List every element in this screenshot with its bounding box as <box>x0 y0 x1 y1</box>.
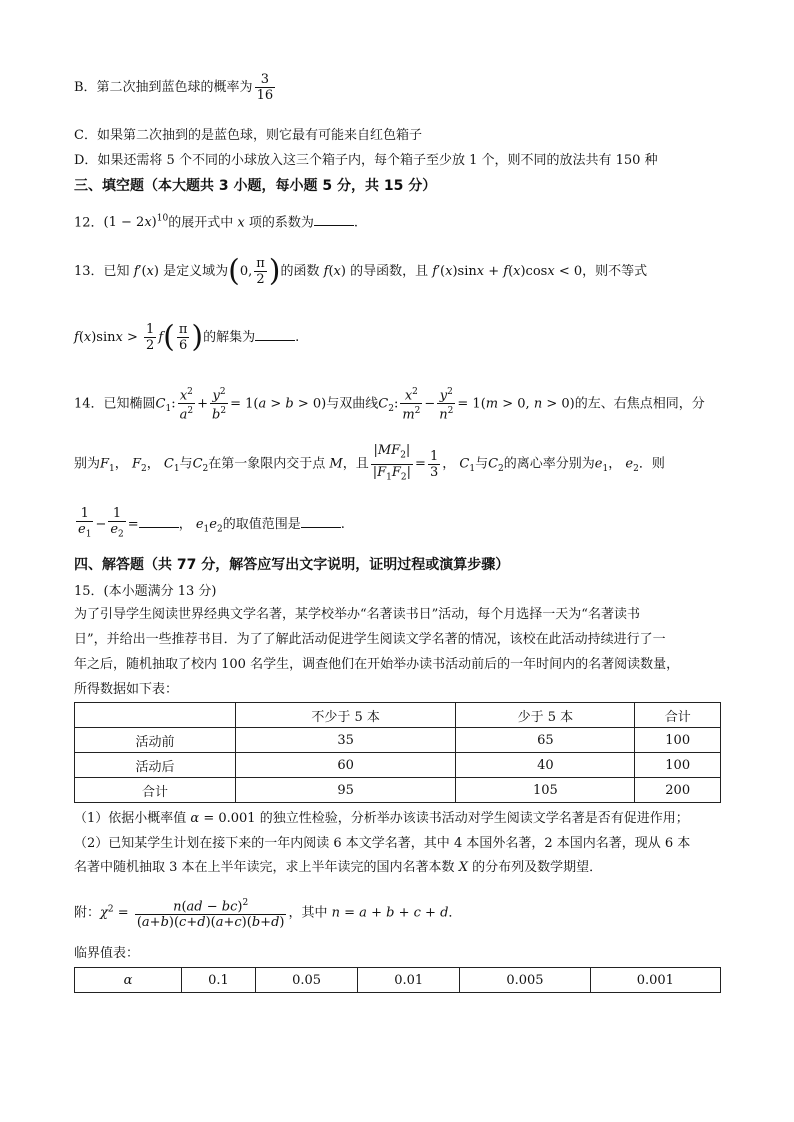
question-15-para3: 年之后，随机抽取了校内 100 名学生，调查他们在开始举办读书活动前后的一年时间内的名著阅读数量， <box>74 657 680 672</box>
answer-blank-14b[interactable] <box>301 515 341 528</box>
question-15-sub1: （1）依据小概率值 α = 0.001 的独立性检验，分析举办该读书活动对学生阅读文学名著是否有促进作用； <box>74 811 689 826</box>
critical-value-label: 临界值表： <box>74 946 140 961</box>
table-header-row: 不少于 5 本 少于 5 本 合计 <box>75 703 721 728</box>
question-15-para2: 日”，并给出一些推荐书目．为了了解此活动促进学生阅读文学名著的情况，该校在此活动持续进行了一 <box>74 632 666 647</box>
question-14-line3: $\frac{1}{e_1}$ − $\frac{1}{e_2}$ = ， $e_1e_2$的取值范围是 . <box>78 506 345 540</box>
question-13-line2: f(x)sinx > $\frac{1}{2}$ f( $\frac{\pi}{6}$ )的解集为 . <box>74 319 300 355</box>
option-d: D．如果还需将 5 个不同的小球放入这三个箱子内，每个箱子至少放 1 个，则不同的放法共有 150 种 <box>74 153 658 168</box>
table-row: 活动后 60 40 100 <box>75 753 721 778</box>
option-c: C．如果第二次抽到的是蓝色球，则它最有可能来自红色箱子 <box>74 128 422 143</box>
question-13-line1: 13．已知 f′(x) 是定义域为(0, $\frac{\pi}{2}$ )的函数 f(x) 的导函数，且 f′(x)sinx + f(x)cosx < 0，则不等式 <box>74 253 648 289</box>
question-15-header: 15．(本小题满分 13 分) <box>74 584 217 599</box>
question-15-sub2-line1: （2）已知某学生计划在接下来的一年内阅读 6 本文学名著，其中 4 本国外名著，2 本国内名著，现从 6 本 <box>74 836 691 851</box>
section4-title: 四、解答题（共 77 分，解答应写出文字说明，证明过程或演算步骤） <box>74 557 510 573</box>
table-row: 合计 95 105 200 <box>75 778 721 803</box>
answer-blank-14a[interactable] <box>139 515 179 528</box>
section3-title: 三、填空题（本大题共 3 小题，每小题 5 分，共 15 分） <box>74 178 437 194</box>
answer-blank-13[interactable] <box>255 328 295 341</box>
table-row: α 0.1 0.05 0.01 0.005 0.001 <box>75 968 721 993</box>
binomial-expression: $(1 - 2x)^{10}$ <box>103 214 169 231</box>
reading-data-table <box>74 702 721 803</box>
question-14-line1: 14．已知椭圆$C_1$: $\frac{x^2}{a^2}$ + $\frac{y^2}{b^2}$ = 1(a > b > 0)与双曲线$C_2$: $\frac{x^2}{m^2}$ − $\frac{y^2}{n^2}$ = 1(m > 0, n > 0)的左、右焦点相同，分 <box>74 387 705 423</box>
chi-square-formula: 附：$\chi^2$ = $\frac{n(ad - bc)^2}{(a+b)(c+d)(a+c)(b+d)}$ ，其中 n = a + b + c + d． <box>74 898 462 931</box>
question-15-para4: 所得数据如下表： <box>74 682 179 697</box>
question-12: 12．$(1 - 2x)^{10}$的展开式中 x 项的系数为 . <box>74 214 358 231</box>
critical-value-table <box>74 967 721 993</box>
question-15-sub2-line2: 名著中随机抽取 3 本在上半年读完，求上半年读完的国内名著本数 X 的分布列及数学期望． <box>74 860 603 875</box>
table-row: 活动前 35 65 100 <box>75 728 721 753</box>
option-b: B．第二次抽到蓝色球的概率为 $\frac{3}{16}$ <box>74 72 274 103</box>
question-15-para1: 为了引导学生阅读世界经典文学名著，某学校举办“名著读书日”活动，每个月选择一天为“名著读书 <box>74 607 640 622</box>
fraction-3-16: $\frac{3}{16}$ <box>256 72 274 103</box>
answer-blank-12[interactable] <box>314 213 354 226</box>
question-14-line2: 别为$F_1$， $F_2$， $C_1$与$C_2$在第一象限内交于点 M，且 $\frac{|MF_2|}{|F_1F_2|}$ = $\frac{1}{3}$ ， $C_1$与$C_2$的离心率分别为$e_1$， $e_2$．则 <box>74 443 665 483</box>
